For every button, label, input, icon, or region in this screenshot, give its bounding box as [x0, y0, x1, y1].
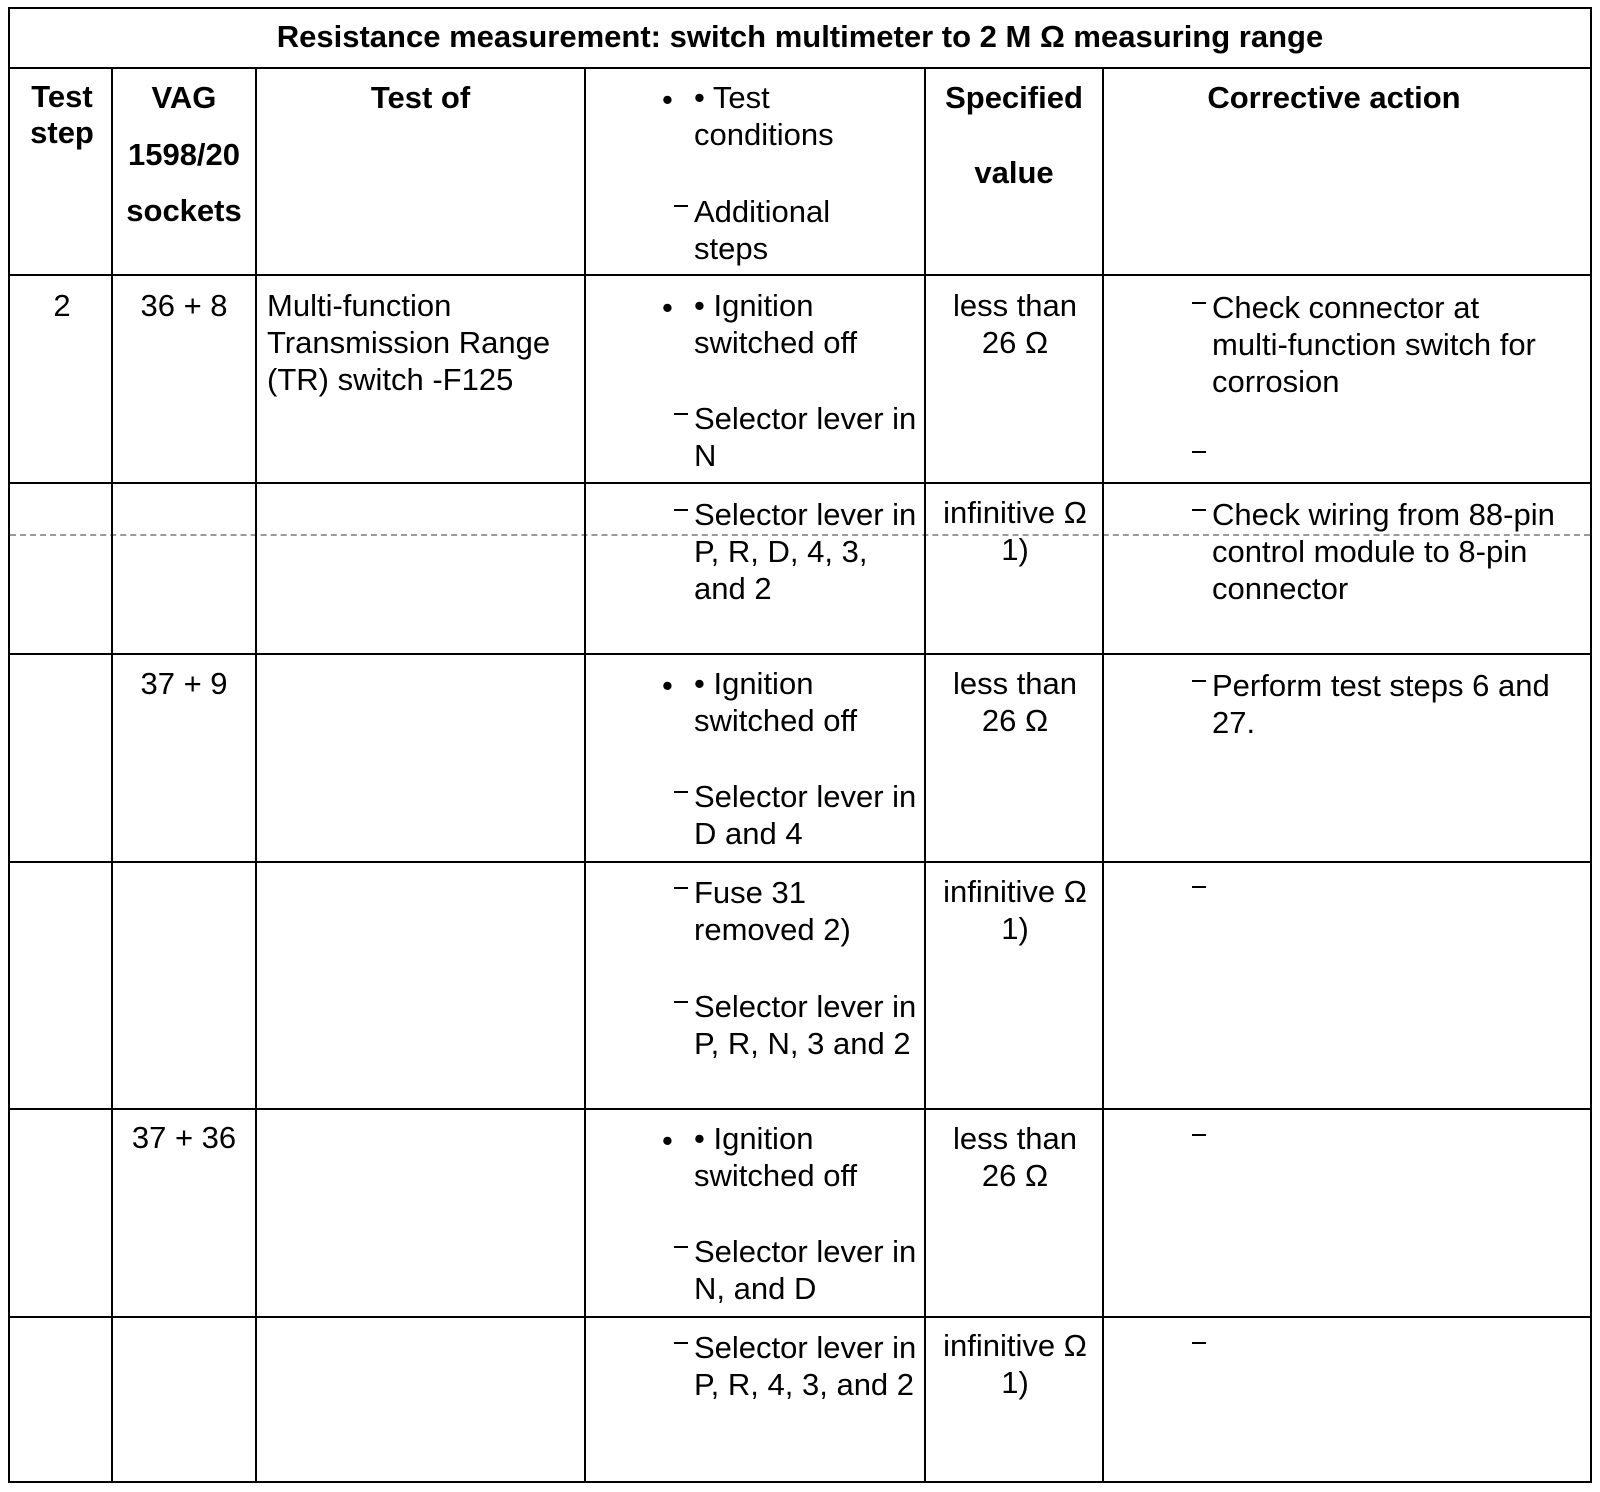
row-divider — [10, 653, 1590, 655]
header-test-step-line1: Test — [31, 79, 93, 114]
header-divider — [10, 67, 1590, 69]
dash-icon — [1192, 509, 1206, 511]
row-divider — [10, 1108, 1590, 1110]
dash-icon — [1192, 451, 1206, 453]
condition-bullet: • Ignition switched off — [694, 288, 858, 360]
condition-dash: Selector lever in P, R, 4, 3, and 2 — [694, 1330, 917, 1402]
row-divider — [10, 861, 1590, 863]
specified-value-cell: less than 26 Ω — [952, 1121, 1078, 1193]
column-divider — [924, 67, 926, 1481]
specified-value-cell: infinitive Ω 1) — [943, 1328, 1087, 1400]
header-vag-line3: sockets — [126, 193, 242, 228]
condition-dash: Selector lever in P, R, D, 4, 3, and 2 — [694, 497, 917, 606]
header-test-step-line2: step — [30, 115, 94, 150]
specified-value-cell: less than 26 Ω — [952, 666, 1078, 738]
bullet-icon: • — [662, 290, 673, 325]
column-divider — [584, 67, 586, 1481]
condition-dash: Selector lever in N, and D — [694, 1234, 917, 1306]
dash-icon — [1192, 680, 1206, 682]
sockets-cell: 36 + 8 — [140, 288, 228, 323]
dash-icon — [1192, 886, 1206, 888]
corrective-action-cell: Check connector at multi-function switch for corrosion — [1212, 290, 1536, 399]
bullet-icon: • — [662, 1123, 673, 1158]
dash-icon — [674, 791, 688, 793]
corrective-action-cell: Check wiring from 88-pin control module to 8-pin connector — [1212, 497, 1555, 606]
corrective-action-cell: Perform test steps 6 and 27. — [1212, 668, 1550, 740]
condition-dash: Selector lever in P, R, N, 3 and 2 — [694, 989, 917, 1061]
dash-icon — [674, 205, 688, 207]
bullet-icon: • — [662, 668, 673, 703]
dash-icon — [674, 1342, 688, 1344]
row-divider — [10, 482, 1590, 484]
dash-icon — [1192, 302, 1206, 304]
condition-bullet: • Ignition switched off — [694, 666, 858, 738]
specified-value-cell: less than 26 Ω — [952, 288, 1078, 360]
condition-bullet: • Ignition switched off — [694, 1121, 858, 1193]
header-specified-value — [926, 79, 1102, 191]
dash-icon — [1192, 1342, 1206, 1344]
header-specified-line1: Specified — [945, 80, 1083, 115]
dash-icon — [1192, 1134, 1206, 1136]
header-specified-line2: value — [974, 155, 1054, 190]
dash-icon — [674, 1001, 688, 1003]
test-step-cell: 2 — [53, 288, 71, 323]
header-test-of: Test of — [370, 80, 471, 115]
column-divider — [111, 67, 113, 1481]
condition-dash: Selector lever in N — [694, 401, 917, 473]
dash-icon — [674, 413, 688, 415]
condition-dash: Fuse 31 removed 2) — [694, 875, 851, 947]
header-test-step — [14, 79, 110, 151]
header-additional-steps: Additional steps — [694, 194, 831, 266]
test-of-cell: Multi-function Transmission Range (TR) switch -F125 — [267, 288, 551, 397]
column-divider — [255, 67, 257, 1481]
specified-value-cell: infinitive Ω 1) — [943, 495, 1087, 567]
header-corrective-action: Corrective action — [1207, 80, 1461, 115]
condition-dash: Selector lever in D and 4 — [694, 779, 917, 851]
row-divider — [10, 274, 1590, 276]
specified-value-cell: infinitive Ω 1) — [943, 874, 1087, 946]
sockets-cell: 37 + 36 — [131, 1120, 237, 1155]
row-divider — [10, 1316, 1590, 1318]
header-vag-line2: 1598/20 — [127, 137, 241, 172]
dash-icon — [674, 887, 688, 889]
header-test-conditions: • Test conditions — [694, 80, 834, 152]
dash-icon — [674, 1246, 688, 1248]
resistance-measurement-table — [8, 7, 1592, 1483]
header-vag-sockets — [113, 79, 255, 230]
table-title: Resistance measurement: switch multimeter to 2 M Ω measuring range — [276, 19, 1324, 54]
header-vag-line1: VAG — [151, 80, 217, 115]
sockets-cell: 37 + 9 — [140, 666, 228, 701]
bullet-icon: • — [662, 82, 673, 117]
column-divider — [1102, 67, 1104, 1481]
dash-icon — [674, 509, 688, 511]
